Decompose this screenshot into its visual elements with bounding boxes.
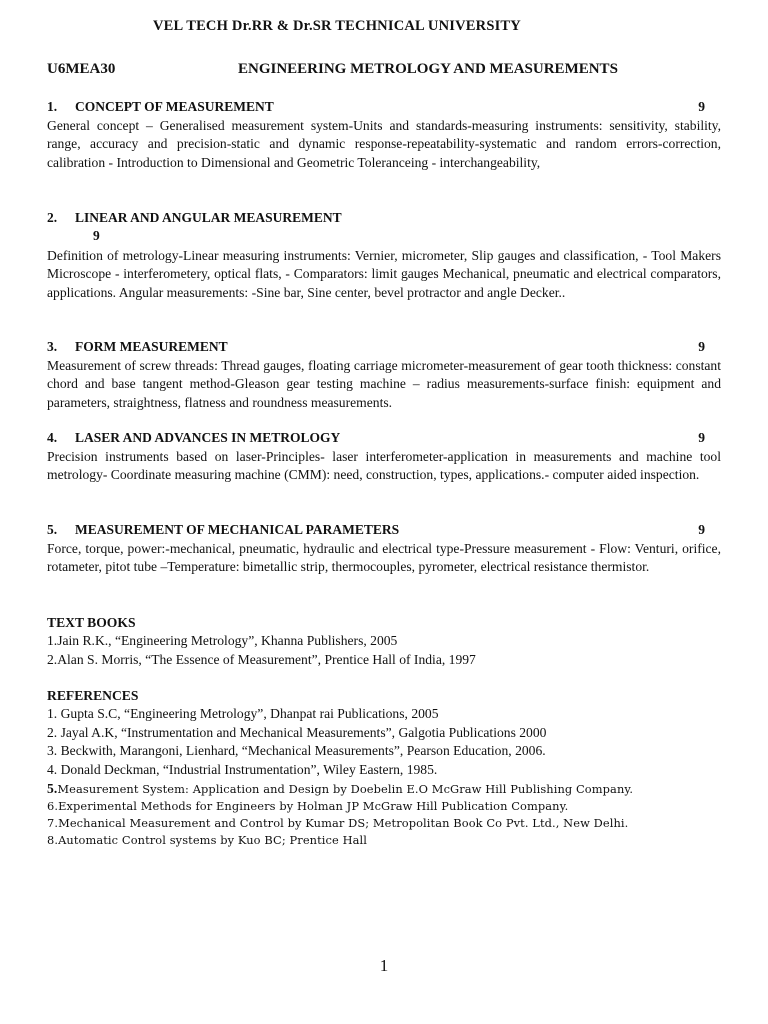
unit-title: MEASUREMENT OF MECHANICAL PARAMETERS: [75, 522, 400, 537]
unit-hours: 9: [93, 228, 100, 243]
reference-item: 8.Automatic Control systems by Kuo BC; Prentice Hall: [47, 833, 367, 848]
unit-body: Force, torque, power:-mechanical, pneumatic, hydraulic and electrical type-Pressure measurement - Flow: Venturi, orifice, rotameter, pitot tube –Temperature: bimetallic strip, thermocouples, pyrometer, electrical resistance thermistor.: [47, 541, 721, 575]
reference-number: 5.: [47, 781, 58, 797]
unit-heading: [47, 522, 721, 540]
reference-item: 1. Gupta S.C, “Engineering Metrology”, Dhanpat rai Publications, 2005: [47, 706, 439, 722]
textbooks-heading: TEXT BOOKS: [47, 615, 136, 630]
unit-hours: 9: [698, 522, 705, 537]
unit-number: 2.: [47, 210, 58, 225]
unit-heading: [47, 99, 721, 117]
unit-title: FORM MEASUREMENT: [75, 339, 228, 354]
unit-body: Measurement of screw threads: Thread gauges, floating carriage micrometer-measurement of gear tooth thickness: constant chord and base tangent method-Gleason gear testing machine – radius measurements-surface finish: equipment and parameters, straightness, flatness and roundness measurements.: [47, 358, 721, 410]
unit-hours: 9: [698, 430, 705, 445]
reference-item: 3. Beckwith, Marangoni, Lienhard, “Mechanical Measurements”, Pearson Education, 2006.: [47, 743, 546, 759]
unit-hours: 9: [698, 99, 705, 114]
reference-item: 4. Donald Deckman, “Industrial Instrumentation”, Wiley Eastern, 1985.: [47, 761, 438, 777]
course-code: U6MEA30: [47, 61, 116, 77]
unit-number: 4.: [47, 430, 58, 445]
unit-title: LASER AND ADVANCES IN METROLOGY: [75, 430, 341, 445]
unit-number: 1.: [47, 99, 58, 114]
unit-heading: [47, 430, 721, 448]
page-number: 1: [379, 956, 389, 975]
textbook-item: 2.Alan S. Morris, “The Essence of Measurement”, Prentice Hall of India, 1997: [47, 651, 476, 667]
unit-section: [47, 430, 721, 485]
references-heading: REFERENCES: [47, 688, 139, 703]
unit-section: [47, 210, 721, 302]
unit-section: [47, 339, 721, 412]
unit-number: 5.: [47, 522, 58, 537]
unit-number: 3.: [47, 339, 58, 354]
unit-title: LINEAR AND ANGULAR MEASUREMENT: [75, 210, 342, 225]
references-section: [47, 687, 721, 849]
reference-item: 6.Experimental Methods for Engineers by Holman JP McGraw Hill Publication Company.: [47, 799, 569, 814]
unit-body: Definition of metrology-Linear measuring instruments: Vernier, micrometer, Slip gauges and classification, - Tool Makers Microscope - interferometery, optical flats, - Comparators: limit gauges Mechanical, pneumatic and electrical comparators, applications. Angular measurements: -Sine bar, Sine center, bevel protractor and angle Decker..: [47, 248, 721, 300]
unit-body: Precision instruments based on laser-Principles- laser interferometer-application in measurements and machine tool metrology- Coordinate measuring machine (CMM): need, construction, types, applications.- computer aided inspection.: [47, 449, 721, 483]
reference-item: [47, 780, 721, 798]
unit-section: [47, 522, 721, 577]
unit-heading: [47, 339, 721, 357]
reference-item: 7.Mechanical Measurement and Control by Kumar DS; Metropolitan Book Co Pvt. Ltd., New Delhi.: [47, 816, 629, 831]
university-name: VEL TECH Dr.RR & Dr.SR TECHNICAL UNIVERSITY: [153, 18, 521, 34]
unit-hours: 9: [698, 339, 705, 354]
unit-title: CONCEPT OF MEASUREMENT: [75, 99, 274, 114]
textbooks-section: [47, 614, 721, 669]
reference-item: 2. Jayal A.K, “Instrumentation and Mechanical Measurements”, Galgotia Publications 2000: [47, 724, 547, 740]
unit-heading: [47, 210, 721, 228]
unit-section: [47, 99, 721, 172]
reference-text: Measurement System: Application and Design by Doebelin E.O McGraw Hill Publishing Company.: [57, 782, 634, 797]
textbook-item: 1.Jain R.K., “Engineering Metrology”, Khanna Publishers, 2005: [47, 633, 398, 649]
course-title: ENGINEERING METROLOGY AND MEASUREMENTS: [238, 61, 618, 77]
unit-body: General concept – Generalised measurement system-Units and standards-measuring instruments: sensitivity, stability, range, accuracy and precision-static and dynamic response-repeatability-systematic and random errors-correction, calibration - Introduction to Dimensional and Geometric Toleranceing - interchangeability,: [47, 118, 721, 170]
